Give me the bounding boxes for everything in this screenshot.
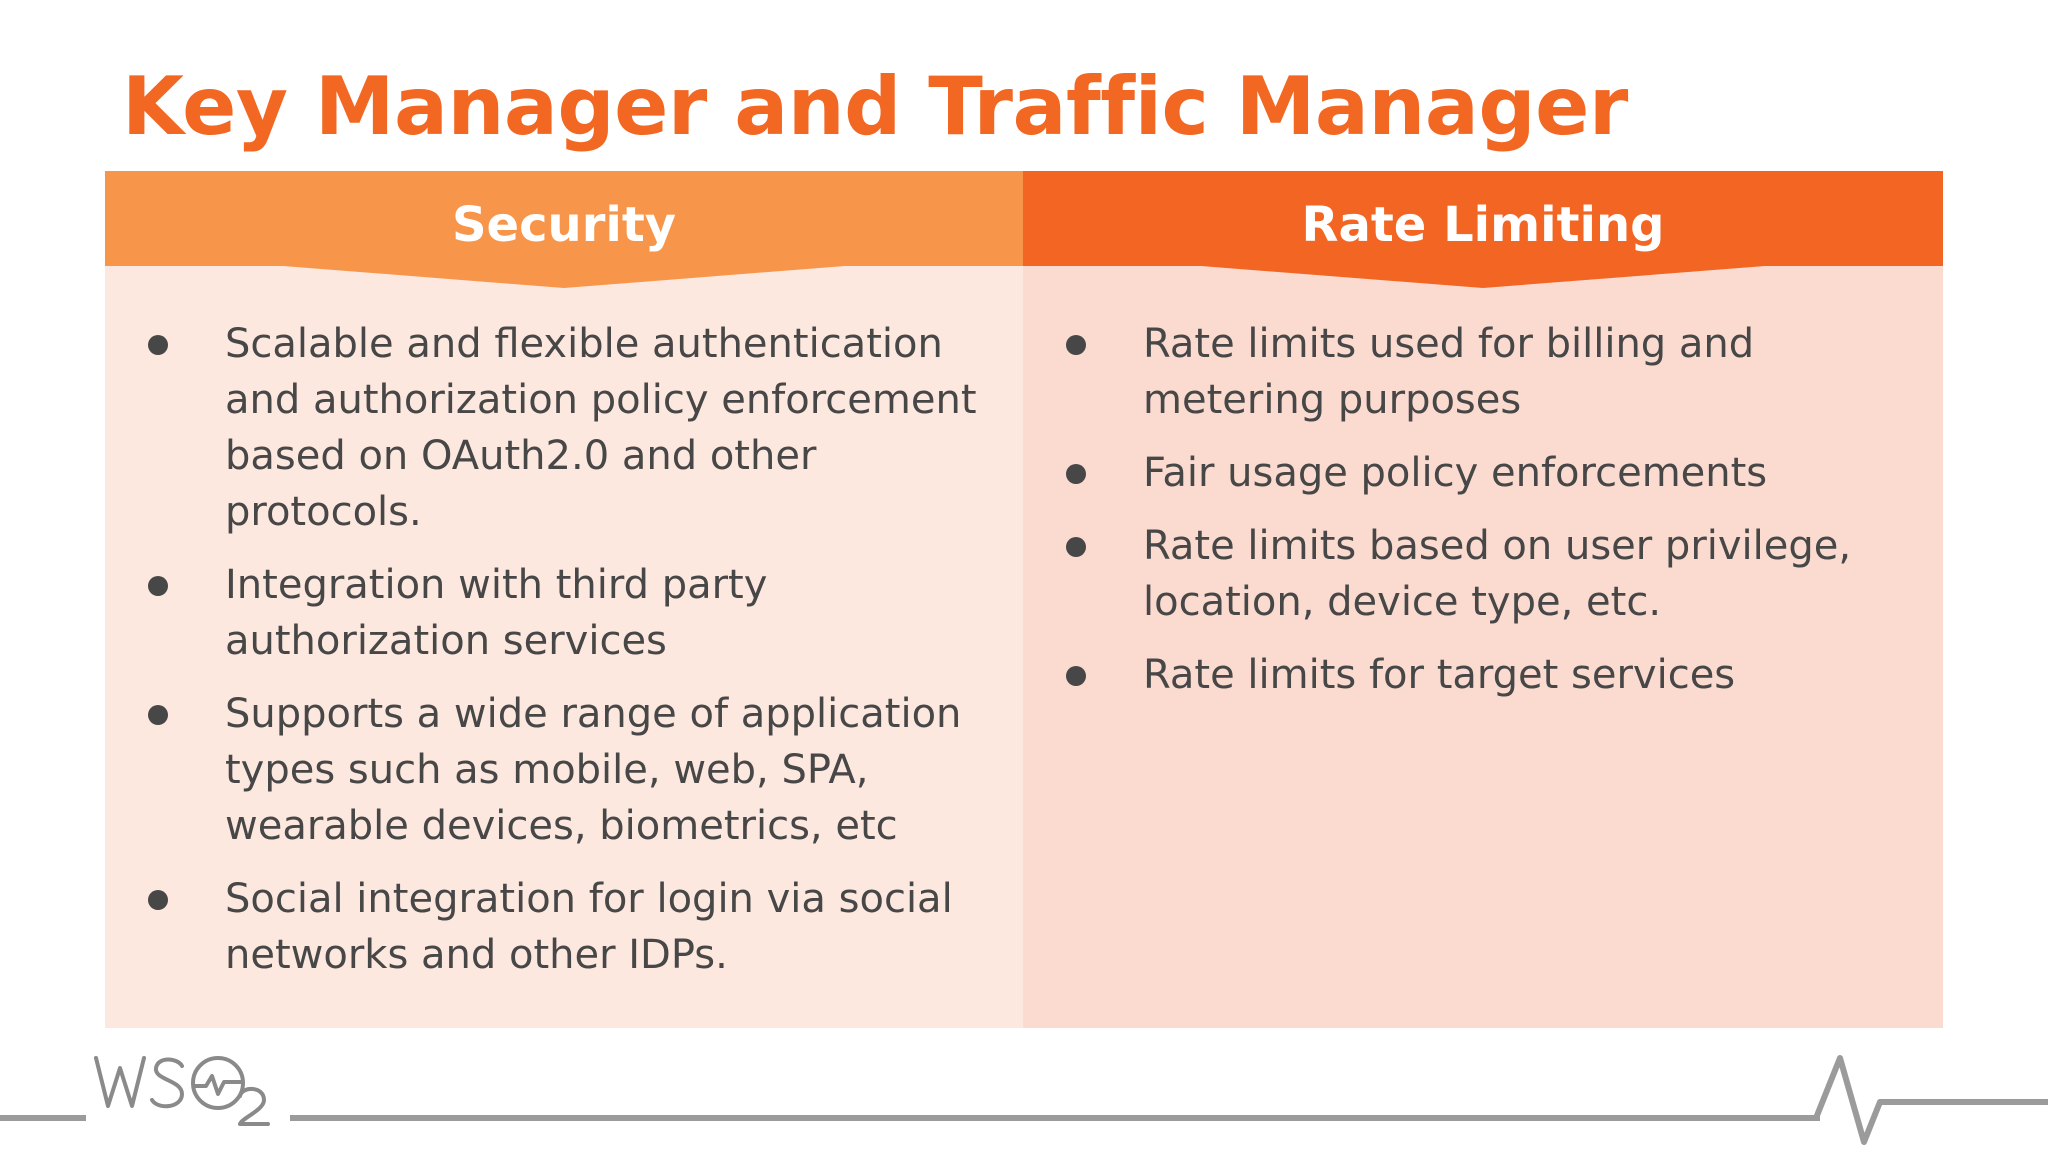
list-item-text: Rate limits for target services xyxy=(1143,652,1736,698)
footer-line xyxy=(290,1115,1820,1121)
security-bullet-list xyxy=(105,316,1023,1000)
list-item-text: Supports a wide range of application types such as mobile, web, SPA, wearable devices, biometrics, etc xyxy=(225,691,962,849)
list-item xyxy=(105,686,1023,854)
list-item xyxy=(1023,518,1943,630)
bullet-icon xyxy=(148,576,168,596)
list-item-text: Social integration for login via social networks and other IDPs. xyxy=(225,876,953,978)
list-item xyxy=(105,557,1023,669)
bullet-icon xyxy=(148,890,168,910)
rate-limiting-bullet-list xyxy=(1023,316,1943,720)
rate-limiting-header-label: Rate Limiting xyxy=(1301,197,1665,253)
list-item xyxy=(1023,445,1943,501)
slide-title: Key Manager and Traffic Manager xyxy=(122,60,1628,153)
list-item xyxy=(105,871,1023,983)
list-item-text: Rate limits used for billing and metering purposes xyxy=(1143,321,1755,423)
list-item xyxy=(1023,316,1943,428)
rate-limiting-column xyxy=(1023,171,1943,1028)
security-column xyxy=(105,171,1023,1028)
list-item-text: Integration with third party authorization services xyxy=(225,562,768,664)
bullet-icon xyxy=(1066,335,1086,355)
security-header-label: Security xyxy=(451,197,677,253)
security-header xyxy=(105,171,1023,288)
bullet-icon xyxy=(1066,537,1086,557)
bullet-icon xyxy=(1066,464,1086,484)
bullet-icon xyxy=(1066,666,1086,686)
bullet-icon xyxy=(148,335,168,355)
rate-limiting-header xyxy=(1023,171,1943,288)
list-item-text: Fair usage policy enforcements xyxy=(1143,450,1768,496)
list-item-text: Scalable and flexible authentication and authorization policy enforcement based on OAuth2.0 and other protocols. xyxy=(225,321,977,535)
list-item xyxy=(105,316,1023,540)
list-item xyxy=(1023,647,1943,703)
wso2-logo xyxy=(92,1046,282,1126)
footer-line-left xyxy=(0,1115,86,1121)
list-item-text: Rate limits based on user privilege, location, device type, etc. xyxy=(1143,523,1852,625)
heartbeat-pulse-icon xyxy=(1800,1050,2048,1150)
bullet-icon xyxy=(148,705,168,725)
